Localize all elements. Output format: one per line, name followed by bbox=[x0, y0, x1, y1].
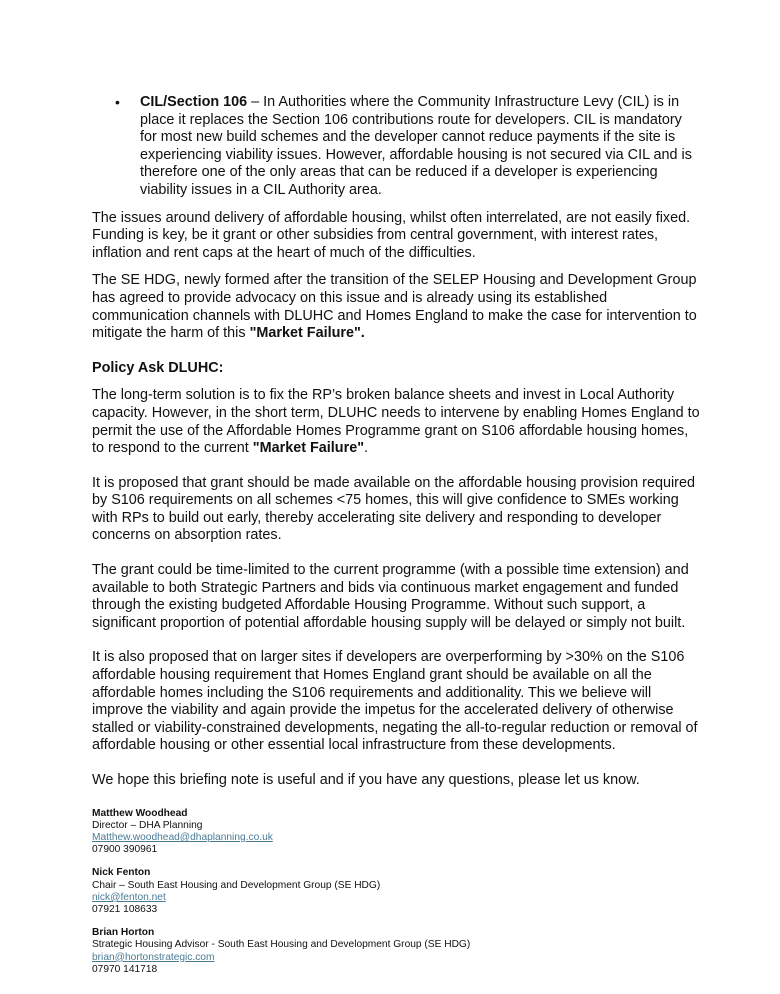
paragraph-sehdg bbox=[92, 272, 702, 342]
contact-role: Strategic Housing Advisor - South East Housing and Development Group (SE HDG) bbox=[92, 939, 471, 951]
paragraph-closing: We hope this briefing note is useful and if you have any questions, please let us know. bbox=[92, 772, 640, 788]
contact-phone: 07921 108633 bbox=[92, 904, 158, 916]
bullet-paragraph bbox=[140, 94, 702, 200]
policy-ask-heading: Policy Ask DLUHC: bbox=[92, 359, 224, 376]
paragraph-longterm bbox=[92, 387, 702, 457]
longterm-period: . bbox=[364, 440, 369, 457]
contact-block bbox=[92, 927, 702, 976]
contact-email-link[interactable]: nick@fenton.net bbox=[92, 891, 166, 903]
contact-block bbox=[92, 867, 702, 916]
paragraph-larger-sites: It is also proposed that on larger sites if developers are overperforming by >30% on the S106 affordable housing requirement that Homes England grant should be available on all the affordable homes including the S106 requirements and additionality. This we believe will improve the viability and again provide the impetus for the accelerated delivery of otherwise stalled or viability-constrained developments, negating the all-to-regular reduction or removal of affordable housing or other essential local infrastructure from these developments. bbox=[92, 649, 698, 754]
contact-block bbox=[92, 808, 702, 857]
contact-phone: 07970 141718 bbox=[92, 963, 158, 975]
paragraph-issues: The issues around delivery of affordable housing, whilst often interrelated, are not easily fixed. Funding is key, be it grant or other subsidies from central government, with interest rates, inflation and rent caps at the heart of much of the difficulties. bbox=[92, 209, 691, 261]
contact-name: Brian Horton bbox=[92, 927, 155, 939]
contact-name: Nick Fenton bbox=[92, 867, 151, 879]
longterm-market-failure: "Market Failure" bbox=[252, 440, 365, 457]
contact-phone: 07900 390961 bbox=[92, 844, 158, 856]
contact-role: Director – DHA Planning bbox=[92, 819, 203, 831]
bullet-text: – In Authorities where the Community Infrastructure Levy (CIL) is in place it replaces the Section 106 contributions route for developers. CIL is mandatory for most new build schemes and the developer cannot reduce payments if the site is experiencing viability issues. However, affordable housing is not secured via CIL and is therefore one of the only areas that can be reduced if a developer is experiencing viability issues in a CIL Authority area. bbox=[140, 94, 692, 198]
contact-email-link[interactable]: brian@hortonstrategic.com bbox=[92, 951, 215, 963]
contact-role: Chair – South East Housing and Development Group (SE HDG) bbox=[92, 879, 381, 891]
paragraph-proposed: It is proposed that grant should be made available on the affordable housing provision required by S106 requirements on all schemes <75 homes, this will give confidence to SMEs working with RPs to build out early, thereby accelerating site delivery and responding to developer concerns on absorption rates. bbox=[92, 474, 695, 544]
paragraph-grant: The grant could be time-limited to the current programme (with a possible time extension) and available to both Strategic Partners and bids via continuous market engagement and funded through the existing budgeted Affordable Housing Programme. Without such support, a significant proportion of potential affordable housing supply will be delayed or simply not built. bbox=[92, 562, 689, 631]
contact-email-link[interactable]: Matthew.woodhead@dhaplanning.co.uk bbox=[92, 832, 273, 843]
sehdg-text: The SE HDG, newly formed after the transition of the SELEP Housing and Development Group has agreed to provide advocacy on this issue and is already using its established communication channels with DLUHC and Homes England to make the case for intervention to mitigate the harm of this bbox=[92, 272, 697, 342]
longterm-text: The long-term solution is to fix the RP’s broken balance sheets and invest in Local Authority capacity. However, in the short term, DLUHC needs to intervene by enabling Homes England to permit the use of the Affordable Homes Programme grant on S106 affordable housing homes, to respond to the current bbox=[92, 387, 700, 457]
document-page bbox=[92, 94, 702, 987]
bullet-title: CIL/Section 106 bbox=[140, 94, 248, 110]
sehdg-market-failure: "Market Failure". bbox=[249, 325, 365, 342]
bullet-item-cil bbox=[92, 94, 702, 200]
bullet-icon: • bbox=[115, 94, 120, 110]
contact-name: Matthew Woodhead bbox=[92, 807, 188, 819]
